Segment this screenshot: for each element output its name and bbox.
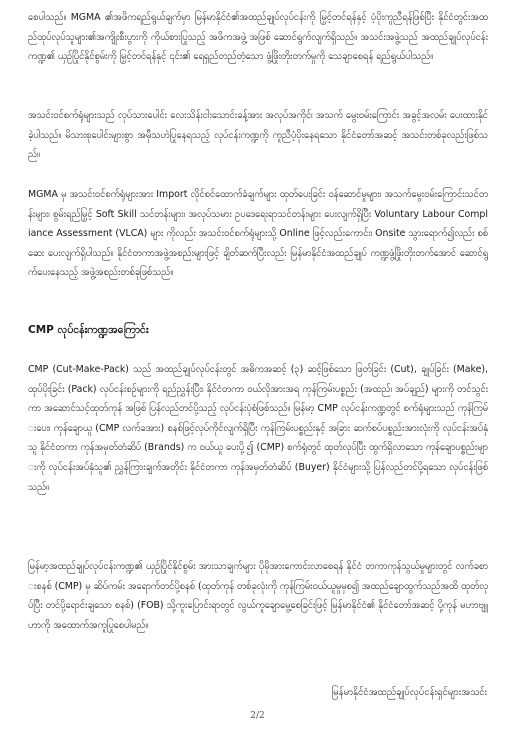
page-number: 2/2: [250, 711, 265, 721]
paragraph-cmp-to-fob: မြန်မာ့အထည်ချုပ်လုပ်ငန်းကဏ္ဍ၏ ယှဉ်ပြိုင်နိုင်စွမ်း အားသာချက်များ ပိုမိုအားကောင်းလာစေရန် နိုင်ငံ တကာကုန်သွယ်မှုများတွင် လက်ခစားစနစ် (CMP) မှ ဆိပ်ကမ်း အရောက်တင်ပို့စနစ် (ထုတ်ကုန် တစ်ခုလုံးကို ကုန်ကြမ်းဝယ်ယူမှုမှစ၍ အထည်ချောထွက်သည်အထိ ထုတ်လုပ်ပြီး တင်ပို့ရောင်းချသော စနစ်) (FOB) သို့ကူးပြောင်းရာတွင် လွယ်ကူချောမွေ့စေခြင်းဖြင့် မြန်မာနိုင်ငံ၏ နိုင်ငံတော်အဆင့် ပို့ကုန် မဟာဗျူဟာကို အထောက်အကူပြုစေပါမည်။: [28, 561, 488, 631]
paragraph-mgma-purpose: စေပါသည်။ MGMA ၏အဖိကရည်ရွယ်ချက်မှာ မြန်မာနိုင်ငံ၏အထည်ချုပ်လုပ်ငန်းကို မြှင့်တင်ရန်နှင့် ပံ့ပိုးကူညီရန်ဖြစ်ပြီး နိုင်ငံတွင်းအထည်ထုပ်လုပ်သူများ၏အကျိုးစီးပွားကို ကိုယ်စားပြုသည့် အဖိကအဖွဲ့ အဖြစ် ဆောင်ရွက်လျက်ရှိသည်။ အသင်းအဖွဲ့သည် အထည်ချုပ်လုပ်ငန်းကဏ္ဍ၏ ယှဉ်ပြိုင်နိုင်စွမ်းကို မြှင့်တင်ရန်နှင့် ၎င်း၏ ရေရှည်တည်တံ့သော ဖွံ့ဖြိုးတိုးတက်မှုကို သေချာစေရန် ရည်ရွယ်ပါသည်။: [28, 12, 488, 63]
section-heading-cmp: CMP လုပ်ငန်းကဏ္ဍအကြောင်း: [28, 324, 149, 336]
signature-organization: မြန်မာနိုင်ငံအထည်ချုပ်လုပ်ငန်းရှင်များအသင်း: [331, 687, 487, 698]
paragraph-cmp-definition: CMP (Cut-Make-Pack) သည် အထည်ချုပ်လုပ်ငန်းတွင် အဓိကအဆင့် (၃) ဆင့်ဖြစ်သော ဖြတ်ခြင်း (Cut), ချုပ်ခြင်း (Make), ထုပ်ပိုးခြင်း (Pack) လုပ်ငန်းစဉ်များကို ရည်ညွှန်းပြီး၊ နိုင်ငံတကာ ဝယ်လိုအားအရ ကုန်ကြမ်းပစ္စည်း (အထည်၊ အပ်ချည်) များကို တင်သွင်းကာ အဆောင်သင့်ထုတ်ကုန် အဖြစ် ပြန်လည်တင်ပို့သည့် လုပ်ငန်းပုံစံဖြစ်သည်။ မြန်မာ့ CMP လုပ်ငန်းကဏ္ဍတွင် စက်ရုံများသည် ကုန်ကြမ်းပေး၊ ကုန်ချောယူ (CMP လက်ခအား) စနစ်ဖြင့်လုပ်ကိုင်လျက်ရှိပြီး ကုန်ကြမ်းပစ္စည်းနှင့် အခြား ဆက်စပ်ပစ္စည်းအားလုံးကို လုပ်ငန်းအပ်နှံသူ နိုင်ငံတကာ ကုန်အမှတ်တံဆိပ် (Brands) က ဝယ်ယူ ပေးပို့၍ (CMP) စက်ရုံတွင် ထုတ်လုပ်ပြီး ထွက်ရှိလာသော ကုန်ချောပစ္စည်းများကို လုပ်ငန်းအပ်နှံသူ၏ ညွှန်ကြားချက်အတိုင်း နိုင်ငံတကာ ကုန်အမှတ်တံဆိပ် (Buyer) နိုင်ငံများသို့ ပြန်လည်တင်ပို့ရသော လုပ်ငန်းဖြစ်သည်။: [28, 364, 488, 493]
paragraph-member-factories: အသင်းဝင်စက်ရုံများသည် လုပ်သားပေါင်း လေးသိန်းငါးသောင်းခန့်အား အလုပ်အကိုင်၊ အသက် မွေးဝမ်းကြောင်း အခွင့်အလမ်း ပေးထားနိုင်ခဲ့ပါသည်။ မိသားစုပေါင်းများစွာ အမှီသဟဲပြုနေရသည့် လုပ်ငန်းကဏ္ဍကို ကူညီပံ့ပိုးနေရသော နိုင်ငံတော်အဆင့် အသင်းတစ်ခုလည်းဖြစ်သည်။: [28, 110, 488, 161]
paragraph-mgma-services: MGMA မှ အသင်းဝင်စက်ရုံများအား Import လိုင်စင်ထောက်ခံချက်များ ထုတ်ပေးခြင်း ဝန်ဆောင်မှုများ၊ အသက်မွေးဝမ်းကြောင်းသင်တန်းများ၊ စွမ်းရည်မြှင့် Soft Skill သင်တန်းများ၊ အလုပ်သမား ဥပဒေရေးရာသင်တန်းများ ပေးလျက်ရှိပြီး Voluntary Labour Compliance Assessment (VLCA) များ ကိုလည်း အသင်းဝင်စက်ရုံများသို့ Online ဖြင့်လည်းကောင်း၊ Onsite သွားရောက်၍လည်း စစ်ဆေး ပေးလျက်ရှိပါသည်။ နိုင်ငံတကာအဖွဲ့အစည်းများဖြင့် ချိတ်ဆက်ပြီးလည်း မြန်မာနိုင်ငံအထည်ချုပ် ကဏ္ဍဖွံ့ဖြိုးတိုးတက်အောင် ဆောင်ရွက်ပေးနေသည့် အဖွဲ့အစည်းတစ်ခုဖြစ်သည်။: [28, 189, 488, 279]
